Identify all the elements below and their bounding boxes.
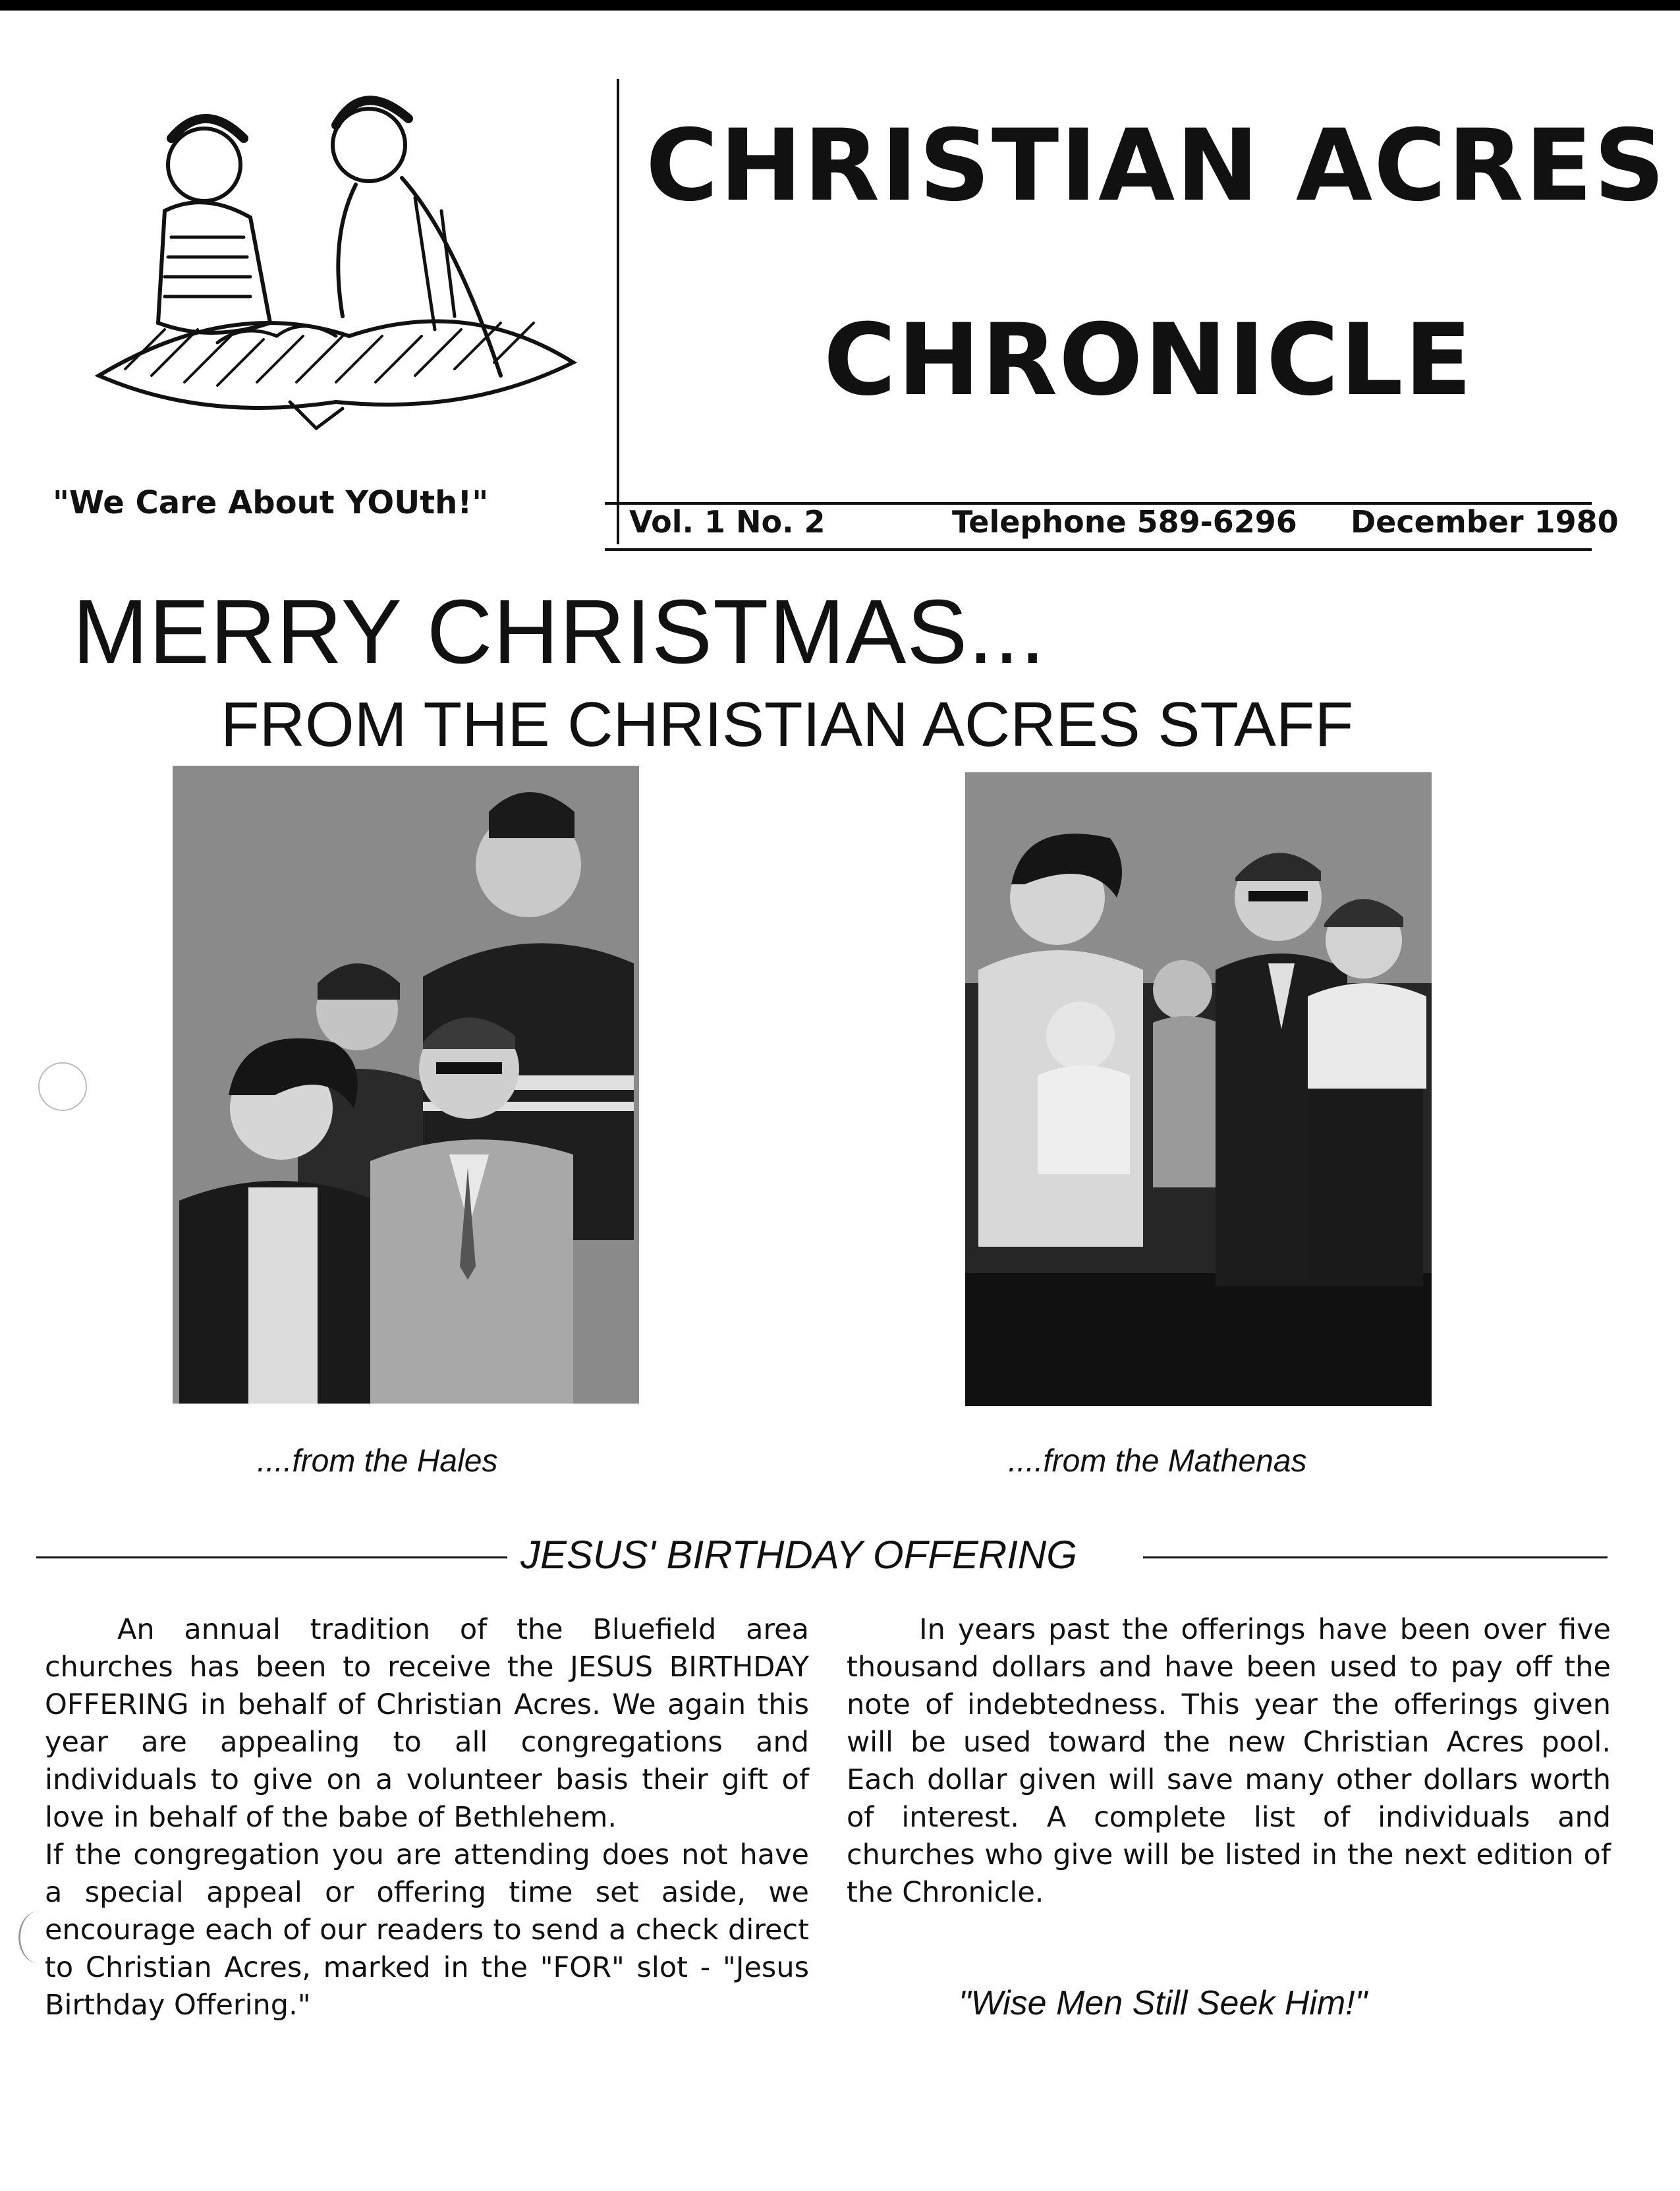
article-left-paragraph-1: An annual tradition of the Bluefield area churches has been to receive the JESUS BIRTHDAY OFFERING in behalf of Christian Acres. We again this year are appealing to all congregations and individuals to give on a volunteer basis their gift of love in behalf of the babe of Bethlehem. (45, 1613, 809, 1834)
photo-mathenas (965, 772, 1432, 1406)
masthead-title-line1: CHRISTIAN ACRES (646, 109, 1667, 223)
binder-hole-mark-lower (18, 1911, 60, 1964)
section-rule-left (36, 1556, 507, 1558)
masthead-title-line2: CHRONICLE (824, 303, 1474, 418)
headline-main: MERRY CHRISTMAS... (72, 581, 1046, 683)
headline-sub: FROM THE CHRISTIAN ACRES STAFF (221, 689, 1354, 760)
binder-hole-mark (38, 1062, 87, 1111)
telephone: Telephone 589-6296 (952, 504, 1297, 540)
masthead-divider (617, 79, 619, 544)
caption-hales: ....from the Hales (257, 1444, 498, 1479)
top-border (0, 0, 1680, 11)
article-left-paragraph-2: If the congregation you are attending does not have a special appeal or offering time set aside, we encourage each of our readers to send a check direct to Christian Acres, marked in the "FOR" slot - "Jesus Birthday Offering." (45, 1838, 809, 2022)
caption-mathenas: ....from the Mathenas (1008, 1444, 1307, 1479)
article-right-paragraph-1: In years past the offerings have been over five thousand dollars and have been used to pay off the note of indebtedness. This year the offerings given will be used toward the new Christian Acres pool. Each dollar given will save many other dollars worth of interest. A complete list of individuals and churches who give will be listed in the next edition of the Chronicle. (847, 1613, 1611, 1909)
closing-quote: "Wise Men Still Seek Him!" (959, 1984, 1368, 2022)
issue-date: December 1980 (1351, 504, 1619, 540)
youth-sketch-icon (72, 92, 586, 455)
volume-number: Vol. 1 No. 2 (629, 504, 826, 540)
photo-hales (173, 766, 639, 1404)
section-rule-right (1143, 1556, 1608, 1558)
article-right-column (847, 1611, 1611, 1912)
masthead-logo (72, 92, 586, 455)
article-left-column (45, 1611, 809, 2024)
article-title: JESUS' BIRTHDAY OFFERING (520, 1533, 1077, 1577)
masthead-rule-bottom (605, 548, 1592, 551)
masthead-tagline: "We Care About YOUth!" (53, 484, 489, 521)
